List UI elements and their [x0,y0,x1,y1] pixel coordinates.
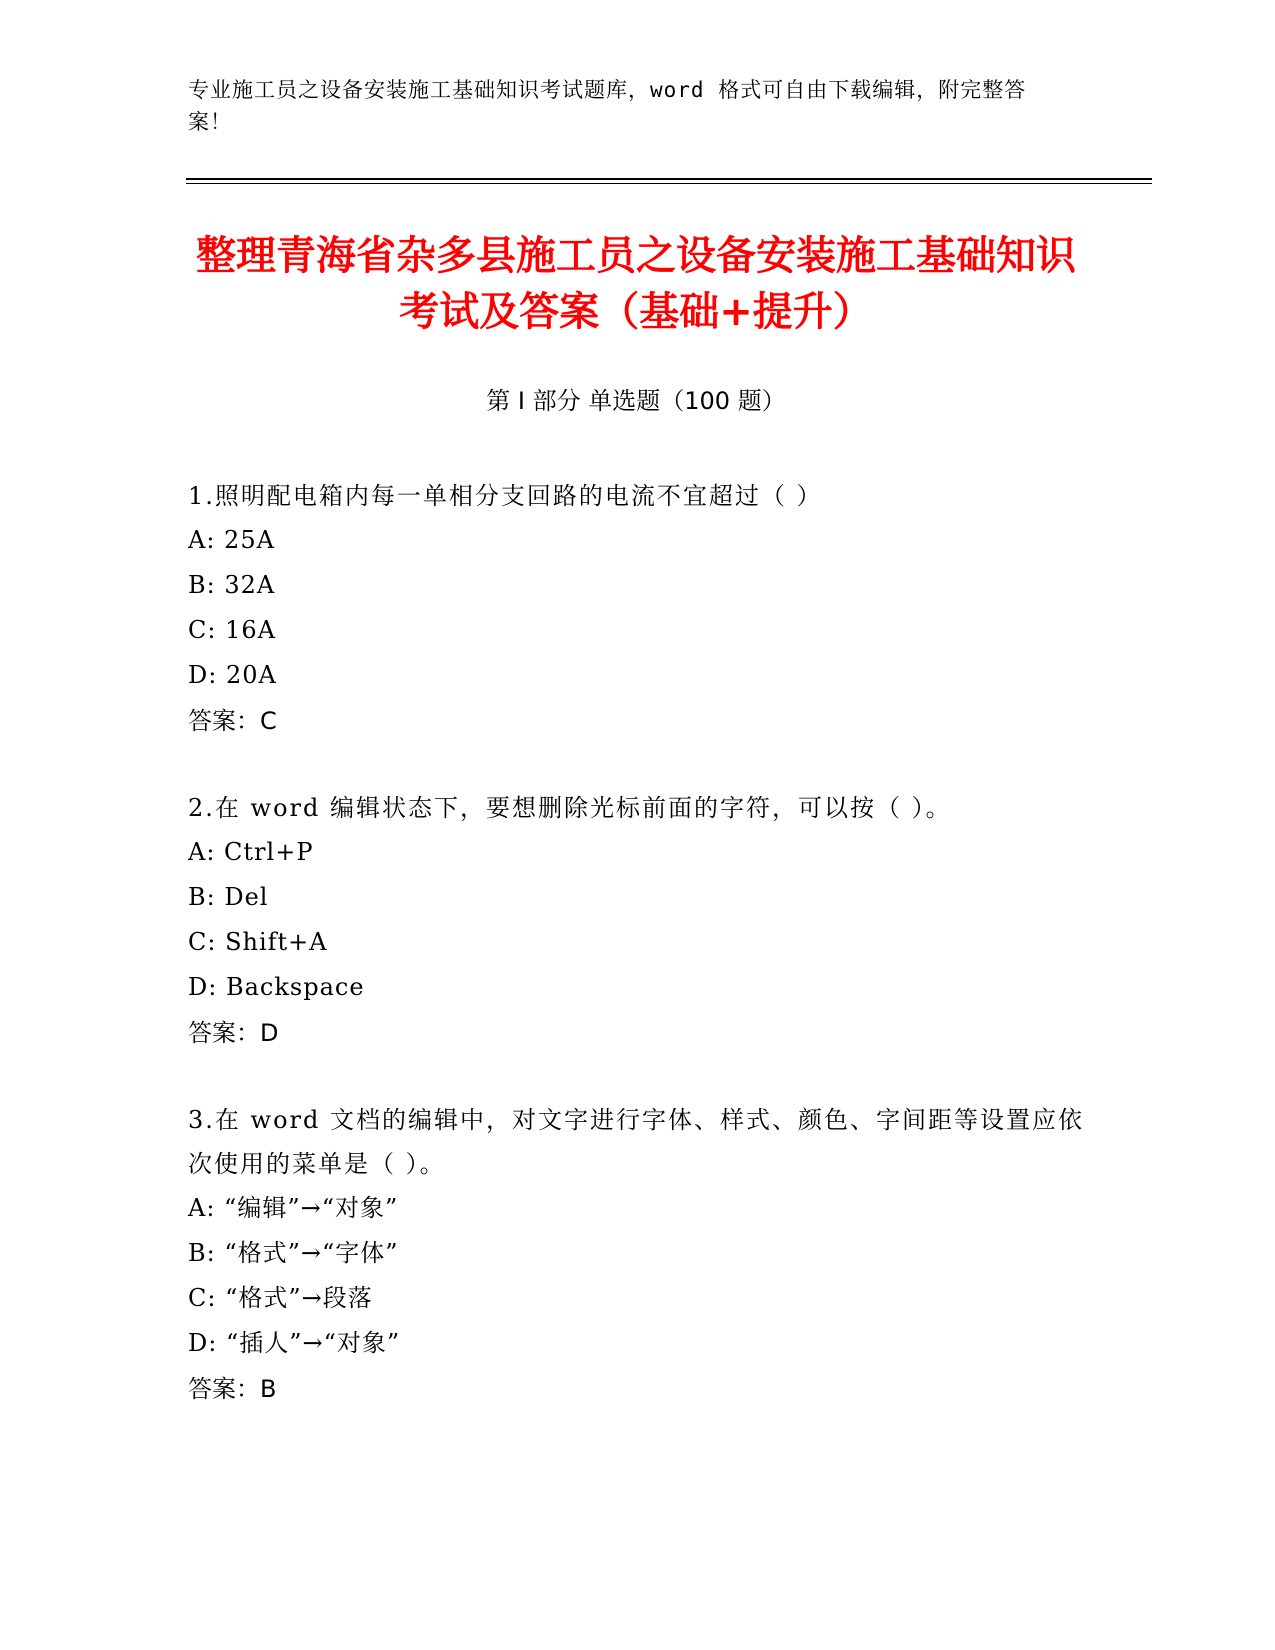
question-2 [188,786,1088,1056]
question-1 [188,474,1088,744]
option-a: A: “编辑”→“对象” [188,1194,399,1222]
option-c: C: Shift+A [188,928,328,956]
header-divider-thick [186,178,1152,180]
header-divider-thin [186,183,1152,184]
question-list [188,474,1088,1454]
question-3 [188,1098,1088,1412]
option-b: B: “格式”→“字体” [188,1239,399,1267]
answer: 答案：B [188,1375,277,1403]
option-c: C: “格式”→段落 [188,1284,373,1312]
document-title: 整理青海省杂多县施工员之设备安装施工基础知识考试及答案（基础+提升） [196,233,1076,335]
option-a: A: Ctrl+P [188,838,314,866]
question-stem: 3.在 word 文档的编辑中，对文字进行字体、样式、颜色、字间距等设置应依次使用的菜单是（ ）。 [188,1106,1084,1178]
option-a: A: 25A [188,526,275,554]
question-stem: 2.在 word 编辑状态下，要想删除光标前面的字符，可以按（ ）。 [188,794,952,822]
answer: 答案：D [188,1019,279,1047]
option-c: C: 16A [188,616,276,644]
section-title: 第 I 部分 单选题（100 题） [486,387,786,415]
question-stem: 1.照明配电箱内每一单相分支回路的电流不宜超过（ ） [188,482,823,510]
answer: 答案：C [188,707,277,735]
header-note: 专业施工员之设备安装施工基础知识考试题库，word 格式可自由下载编辑，附完整答案！ [188,78,1027,134]
option-d: D: Backspace [188,973,365,1001]
option-b: B: Del [188,883,269,911]
option-b: B: 32A [188,571,276,599]
option-d: D: “插人”→“对象” [188,1329,401,1357]
option-d: D: 20A [188,661,277,689]
